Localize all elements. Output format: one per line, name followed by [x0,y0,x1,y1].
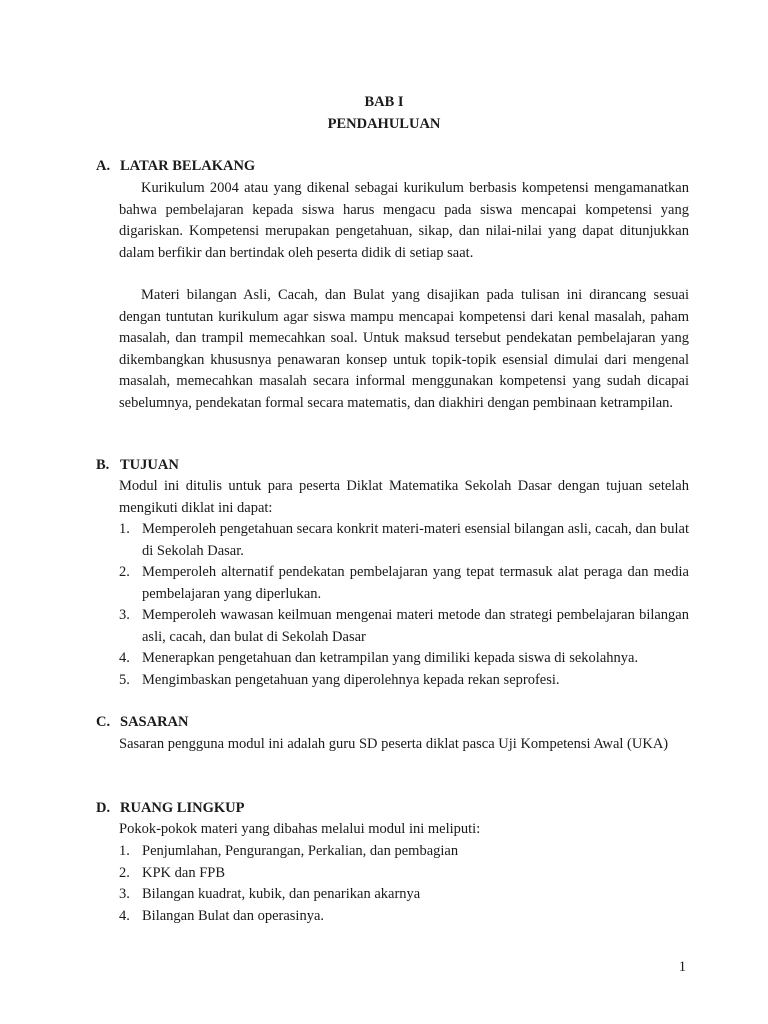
section-d-intro: Pokok-pokok materi yang dibahas melalui modul ini meliputi: [119,821,481,837]
section-b-letter: B. [96,457,110,473]
list-item-text: Memperoleh alternatif pendekatan pembelajaran yang tepat termasuk alat peraga dan media pembelajaran yang diperlukan. [142,564,689,602]
section-a-paragraph-2: Materi bilangan Asli, Cacah, dan Bulat yang disajikan pada tulisan ini dirancang sesuai dengan tuntutan kurikulum agar siswa mampu mencapai kompetensi dari kenal masalah, paham masalah, dan trampil memecahkan soal. Untuk maksud tersebut pendekatan pembelajaran yang dikembangkan khususnya penawaran konsep untuk topik-topik esensial dimulai dari mengenal masalah, memecahkan masalah secara informal menggunakan kompetensi yang sudah dicapai sebelumnya, pendekatan formal secara matematis, dan diakhiri dengan pembinaan ketrampilan. [119,287,689,411]
list-item-text: Bilangan kuadrat, kubik, dan penarikan akarnya [142,886,421,902]
chapter-number: BAB I [364,94,404,110]
list-item [119,562,689,605]
list-item [119,863,689,885]
list-item-text: KPK dan FPB [142,864,225,881]
section-b-intro: Modul ini ditulis untuk para peserta Diklat Matematika Sekolah Dasar dengan tujuan setelah mengikuti diklat ini dapat: [119,478,689,516]
section-c-title: SASARAN [120,714,189,730]
section-d-title: RUANG LINGKUP [120,800,245,816]
list-item-text: Memperoleh wawasan keilmuan mengenai materi metode dan strategi pembelajaran bilangan asli, cacah, dan bulat di Sekolah Dasar [142,607,689,645]
section-c-heading [96,711,189,733]
list-item [119,841,689,863]
section-d-letter: D. [96,800,111,816]
list-item-text: Penjumlahan, Pengurangan, Perkalian, dan pembagian [142,843,459,859]
section-b-title: TUJUAN [120,457,179,473]
section-c-letter: C. [96,714,111,730]
section-a-heading [96,155,255,177]
list-item-text: Memperoleh pengetahuan secara konkrit materi-materi esensial bilangan asli, cacah, dan bulat di Sekolah Dasar. [142,521,689,559]
list-item [119,670,689,692]
list-item [119,648,689,670]
section-b-list [119,519,689,691]
section-a-title: LATAR BELAKANG [120,158,256,174]
list-item-number: 2. [119,864,130,881]
list-item-number: 1. [119,843,130,859]
list-item-number: 3. [119,886,130,902]
list-item-number: 5. [119,671,130,688]
section-a-paragraph-1: Kurikulum 2004 atau yang dikenal sebagai kurikulum berbasis kompetensi mengamanatkan bahwa pembelajaran kepada siswa harus mengacu pada siswa mencapai kompetensi yang digariskan. Kompetensi merupakan pengetahuan, sikap, dan nilai-nilai yang dapat ditunjukkan dalam berfikir dan bertindak oleh peserta didik di setiap saat. [119,180,689,261]
list-item-number: 4. [119,907,130,924]
section-d-list [119,841,689,927]
list-item-number: 2. [119,564,130,580]
list-item-number: 1. [119,521,130,537]
chapter-title: PENDAHULUAN [327,116,441,132]
section-d-heading [96,797,244,819]
list-item-number: 3. [119,607,130,623]
list-item [119,519,689,562]
list-item-text: Mengimbaskan pengetahuan yang diperolehnya kepada rekan seprofesi. [142,671,560,688]
list-item [119,605,689,648]
list-item [119,906,689,928]
section-a-letter: A. [96,158,111,174]
list-item-text: Menerapkan pengetahuan dan ketrampilan yang dimiliki kepada siswa di sekolahnya. [142,650,639,666]
list-item-text: Bilangan Bulat dan operasinya. [142,907,325,924]
list-item [119,884,689,906]
list-item-number: 4. [119,650,130,666]
section-c-paragraph: Sasaran pengguna modul ini adalah guru SD peserta diklat pasca Uji Kompetensi Awal (UKA) [119,736,669,752]
section-b-heading [96,454,179,476]
page-number: 1 [678,959,686,975]
